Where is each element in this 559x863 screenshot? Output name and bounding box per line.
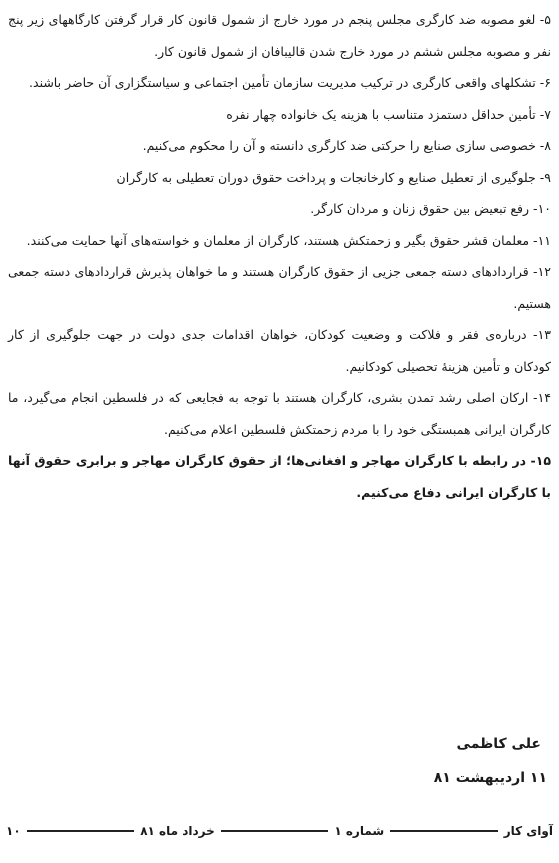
demand-item-6: ۶- تشکلهای واقعی کارگری در ترکیب مدیریت سازمان تأمین اجتماعی و سیاستگزاری آن حاضر باشند. (29, 75, 551, 90)
footer-publication: آوای کار (503, 824, 553, 838)
footer-rule (390, 830, 498, 832)
demand-item-10: ۱۰- رفع تبعیض بین حقوق زنان و مردان کارگر. (310, 201, 551, 216)
demand-item-5: ۵- لغو مصوبه ضد کارگری مجلس پنجم در مورد خارج از شمول قانون کار قرار گرفتن کارگاههای زیر پنج نفر و مصوبه مجلس ششم در مورد خارج شدن قالیبافان از شمول قانون کار. (8, 12, 551, 59)
demand-item-11: ۱۱- معلمان قشر حقوق بگیر و زحمتکش هستند، کارگران از معلمان و خواسته‌های آنها حمایت می‌کنند. (26, 232, 551, 248)
demand-item-7: ۷- تأمین حداقل دستمزد متناسب با هزینه یک خانواده چهار نفره (226, 106, 551, 122)
demand-item-9: ۹- جلوگیری از تعطیل صنایع و کارخانجات و پرداخت حقوق دوران تعطیلی به کارگران (116, 169, 551, 185)
demands-list (8, 4, 551, 508)
footer-date: خرداد ماه ۸۱ (140, 824, 215, 838)
demand-item-14: ۱۴- ارکان اصلی رشد تمدن بشری، کارگران هستند با توجه به فجایعی که در فلسطین انجام می‌گیرد، ما کارگران ایرانی همبستگی خود را با مردم زحمتکش فلسطین اعلام می‌کنیم. (8, 390, 551, 437)
demand-item-12: ۱۲- قراردادهای دسته جمعی جزیی از حقوق کارگران هستند و ما خواهان پذیرش قراردادهای دسته جمعی هستیم. (8, 264, 551, 311)
footer-rule (27, 830, 135, 832)
demand-item-15: ۱۵- در رابطه با کارگران مهاجر و افغانی‌ها؛ از حقوق کارگران مهاجر و برابری حقوق آنها با کارگران ایرانی دفاع می‌کنیم. (8, 453, 551, 500)
footer-page-number: ۱۰ (6, 824, 21, 838)
signature-date: ۱۱ اردیبهشت ۸۱ (433, 770, 547, 786)
page-footer (6, 818, 553, 844)
demand-item-13: ۱۳- درباره‌ی فقر و فلاکت و وضعیت کودکان، خواهان اقدامات جدی دولت در جهت جلوگیری از کار کودکان و تأمین هزینۀ تحصیلی کودکانیم. (8, 327, 551, 374)
footer-issue: شماره ۱ (334, 824, 385, 838)
signature-name: علی کاظمی (456, 736, 541, 752)
demand-item-8: ۸- خصوصی سازی صنایع را حرکتی ضد کارگری دانسته و آن را محکوم می‌کنیم. (142, 138, 551, 153)
footer-rule (221, 830, 329, 832)
